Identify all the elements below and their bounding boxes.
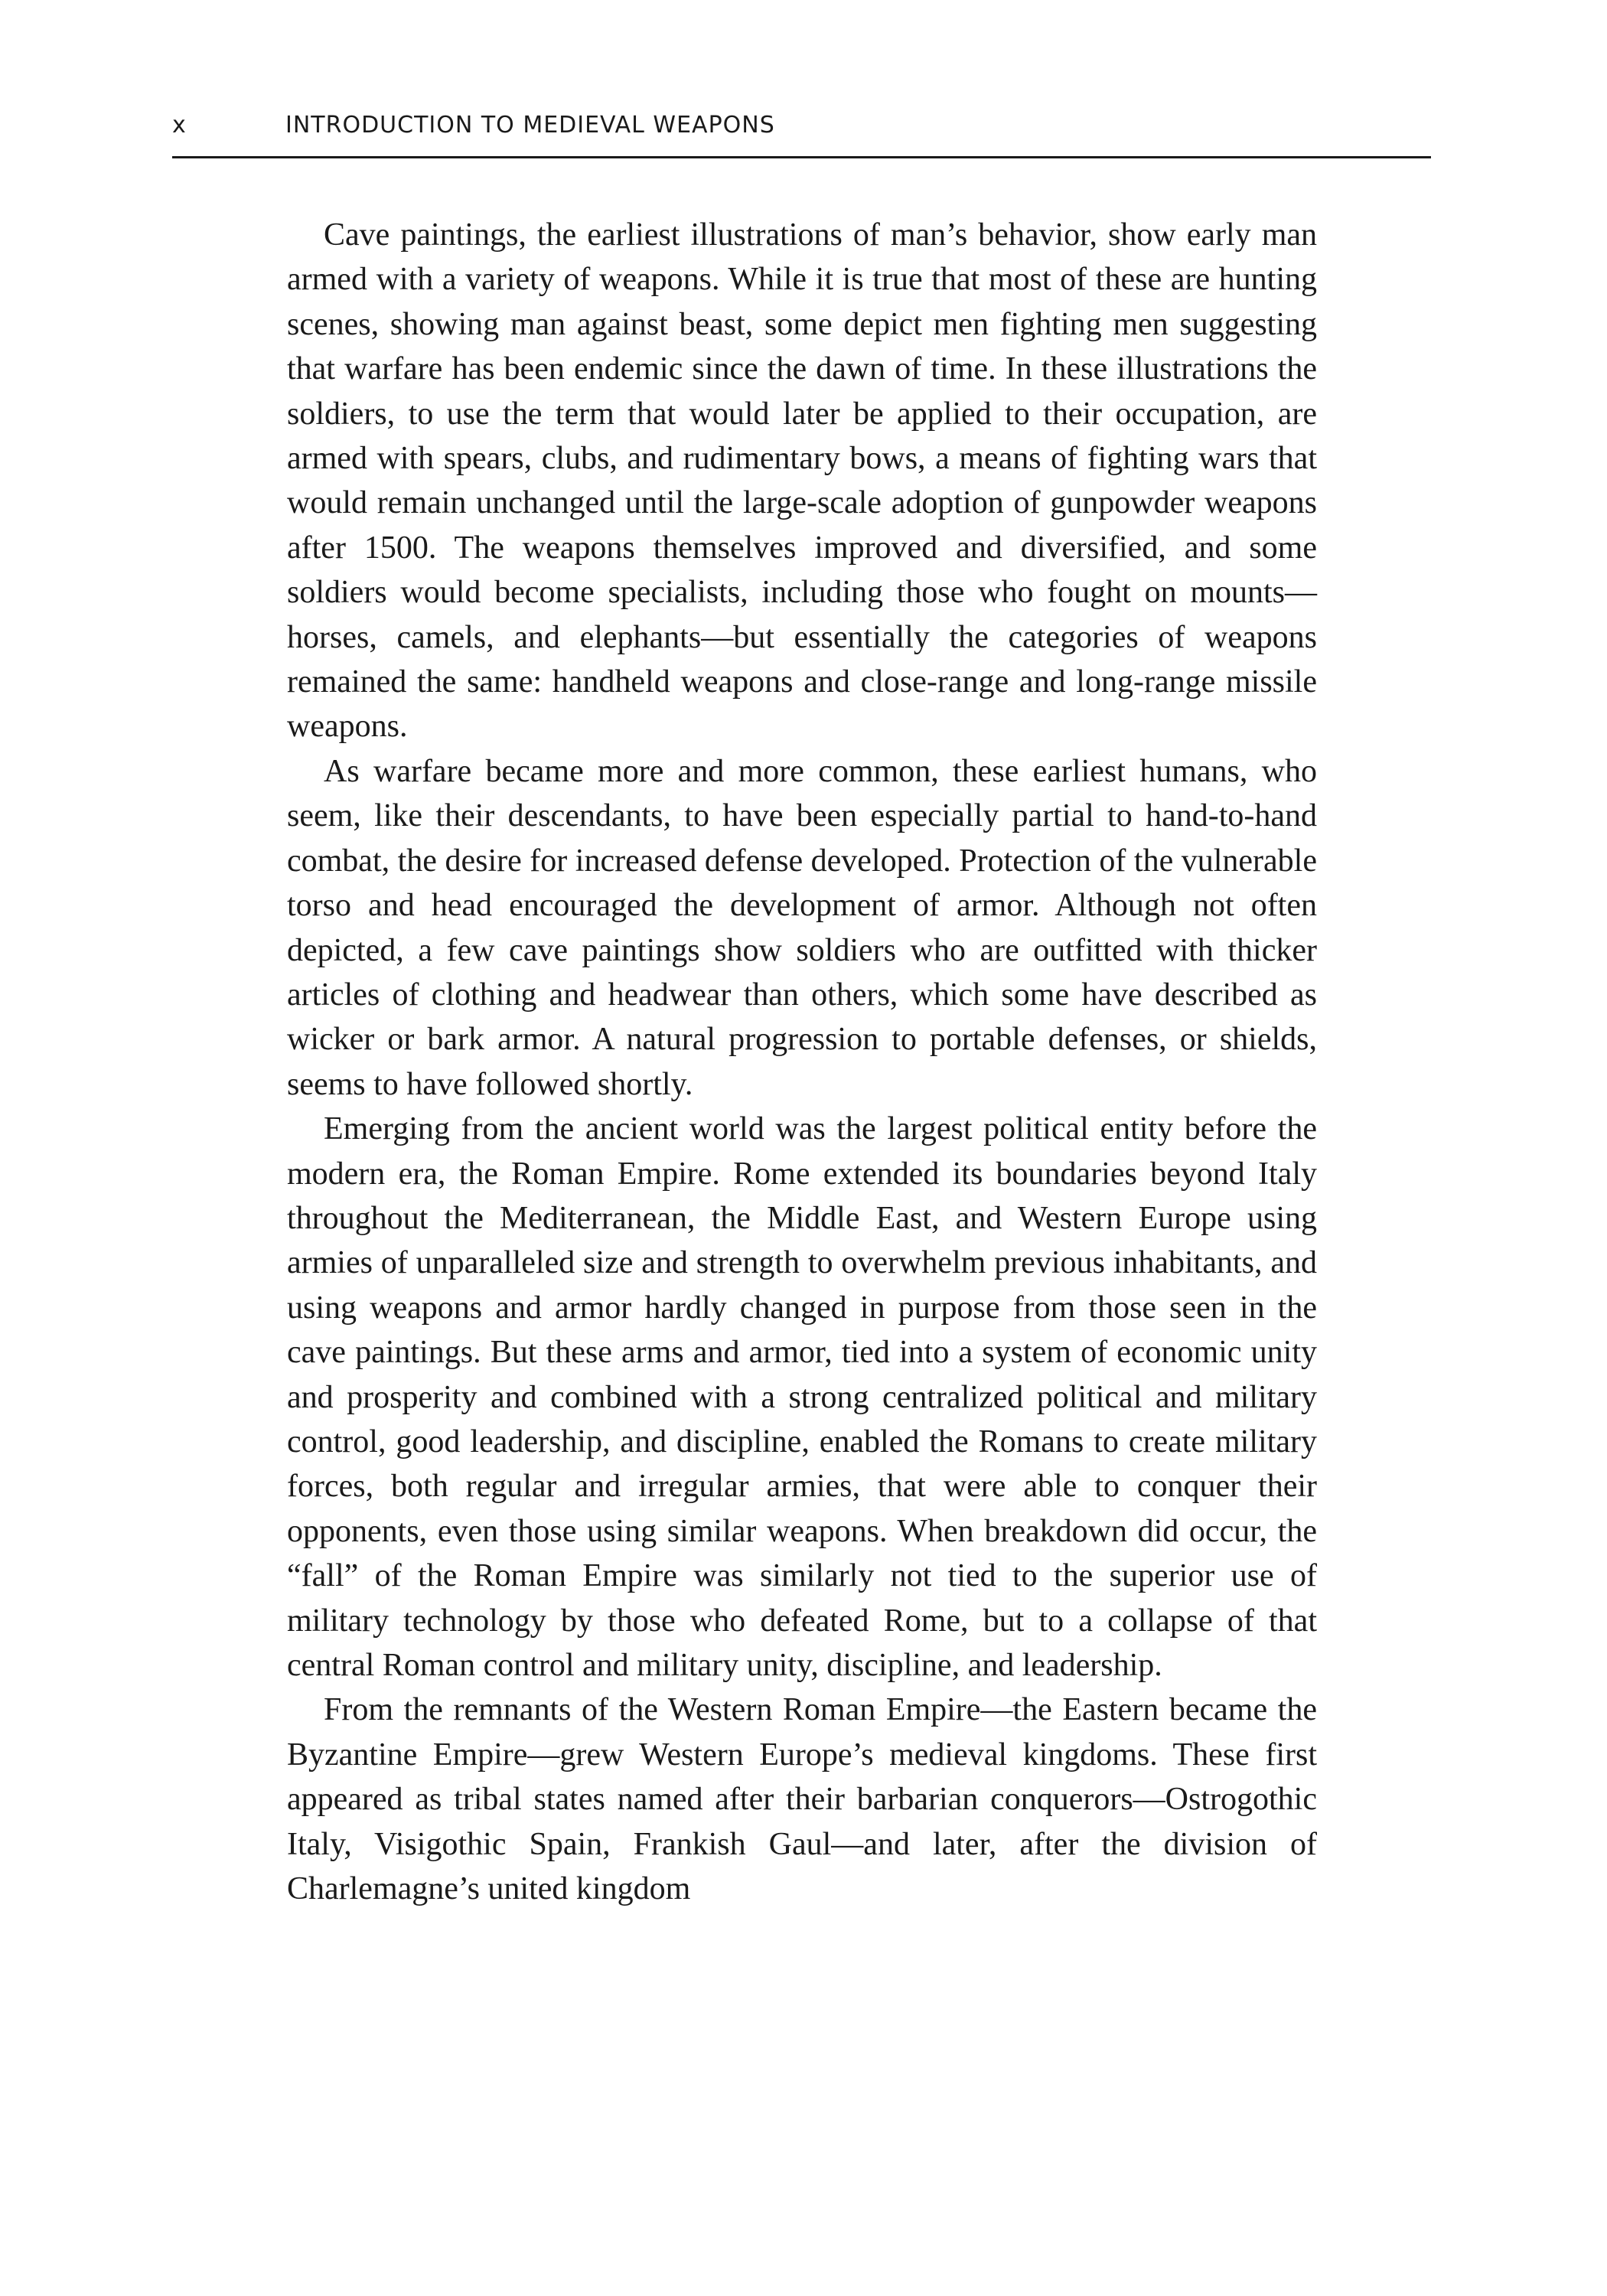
paragraph-medieval-kingdoms: From the remnants of the Western Roman Empire—the Eastern became the Byzantine Empire—grew Western Europe’s medieval kingdoms. These first appeared as tribal states named after their barbarian conquerors—Ostrogothic Italy, Visigothic Spain, Frankish Gaul—and later, after the division of Charlemagne’s united kingdom xyxy=(287,1692,1317,1907)
paragraph-armor-development: As warfare became more and more common, these earliest humans, who seem, like their descendants, to have been especially partial to hand-to-hand combat, the desire for increased defense developed. Protection of the vulnerable torso and head encouraged the development of armor. Although not often depicted, a few cave paintings show soldiers who are outfitted with thicker articles of clothing and headwear than others, which some have described as wicker or bark armor. A natural progression to portable defenses, or shields, seems to have followed shortly. xyxy=(287,753,1317,1102)
body-text xyxy=(287,213,1317,1911)
paragraph-roman-empire: Emerging from the ancient world was the largest political entity before the modern era, the Roman Empire. Rome extended its boundaries beyond Italy throughout the Mediterranean, the Middle East, and Western Europe using armies of unparalleled size and strength to overwhelm previous inhabitants, and using weapons and armor hardly changed in purpose from those seen in the cave paintings. But these arms and armor, tied into a system of economic unity and prosperity and combined with a strong centralized political and military control, good leadership, and discipline, enabled the Romans to create military forces, both regular and irregular armies, that were able to conquer their opponents, even those using similar weapons. When breakdown did occur, the “fall” of the Roman Empire was similarly not tied to the superior use of military technology by those who defeated Rome, but to a collapse of that central Roman control and military unity, discipline, and leadership. xyxy=(287,1111,1317,1683)
running-title: INTRODUCTION TO MEDIEVAL WEAPONS xyxy=(285,112,775,139)
page-number: x xyxy=(172,112,187,139)
running-head xyxy=(172,107,1431,158)
paragraph-cave-paintings: Cave paintings, the earliest illustrations of man’s behavior, show early man armed with a variety of weapons. While it is true that most of these are hunting scenes, showing man against beast, some depict men fighting men suggesting that warfare has been endemic since the dawn of time. In these illustrations the soldiers, to use the term that would later be applied to their occupation, are armed with spears, clubs, and rudimentary bows, a means of fighting wars that would remain unchanged until the large-scale adoption of gunpowder weapons after 1500. The weapons themselves improved and diversified, and some soldiers would become specialists, including those who fought on mounts—horses, camels, and elephants—but essentially the categories of weapons remained the same: handheld weapons and close-range and long-range missile weapons. xyxy=(287,217,1317,745)
